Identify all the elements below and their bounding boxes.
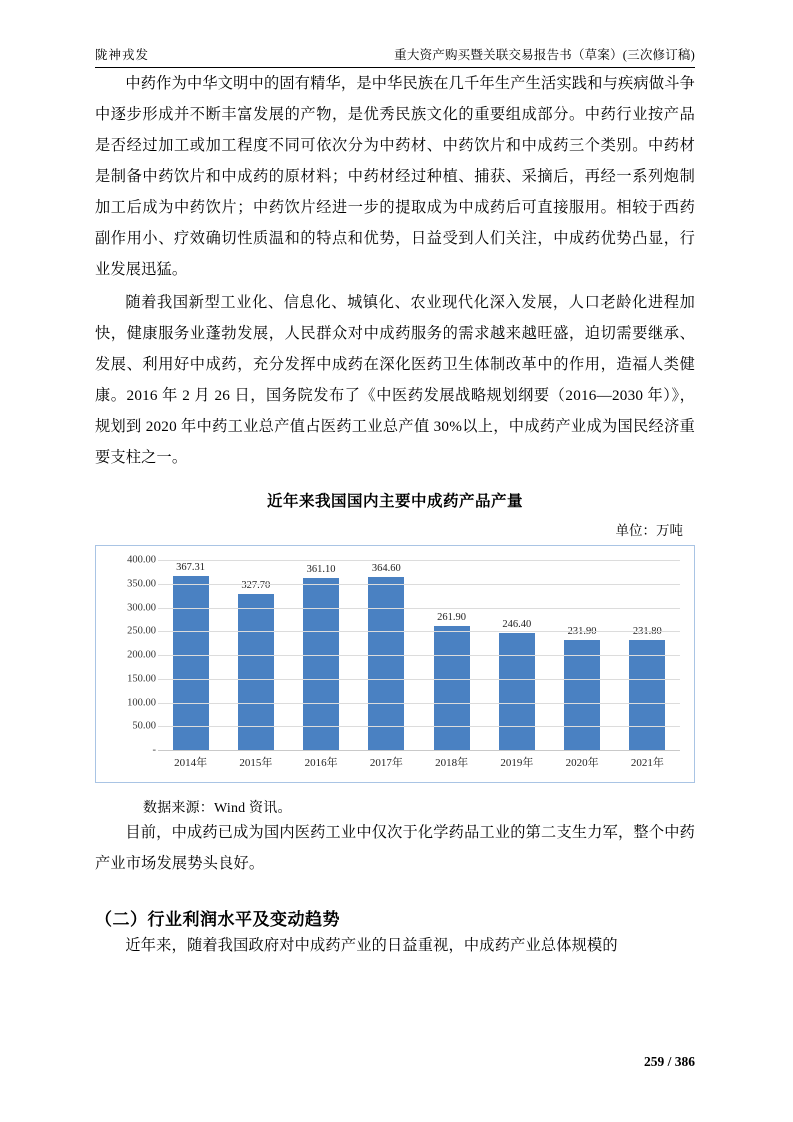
y-tick-label: 350.00 <box>127 578 156 590</box>
bar-chart <box>95 545 695 783</box>
chart-block <box>95 489 695 817</box>
chart-plot-area <box>96 546 694 782</box>
chart-unit-label: 单位：万吨 <box>615 523 683 538</box>
x-tick-label: 2016年 <box>304 757 338 769</box>
page-content <box>95 45 695 963</box>
bar-value-label: 367.31 <box>176 561 206 573</box>
x-axis-tick-labels <box>158 754 680 774</box>
paragraph-2: 随着我国新型工业化、信息化、城镇化、农业现代化深入发展，人口老龄化进程加快，健康服务业蓬勃发展，人民群众对中成药服务的需求越来越旺盛，迫切需要继承、发展、利用好中成药，充分发挥中成药在深化医药卫生体制改革中的作用，造福人类健康。2016 年 2 月 26 日，国务院发布了《中医药发展战略规划纲要（2016—2030 年）》，规划到 2020 年中药工业总产值占医药工业总产值 30%以上，中成药产业成为国民经济重要支柱之一。 <box>95 294 695 466</box>
gridline <box>158 584 680 585</box>
x-tick-label: 2019年 <box>500 757 534 769</box>
paragraph-1: 中药作为中华文明中的固有精华，是中华民族在几千年生产生活实践和与疾病做斗争中逐步形成并不断丰富发展的产物，是优秀民族文化的重要组成部分。中药行业按产品是否经过加工或加工程度不同可依次分为中药材、中药饮片和中成药三个类别。中药材是制备中药饮片和中成药的原材料；中药材经过种植、捕获、采摘后，再经一系列炮制加工后成为中药饮片；中药饮片经进一步的提取成为中成药后可直接服用。相较于西药副作用小、疗效确切性质温和的特点和优势，日益受到人们关注，中成药优势凸显，行业发展迅猛。 <box>95 75 695 278</box>
gridline <box>158 726 680 727</box>
x-tick-label: 2014年 <box>174 757 208 769</box>
header-company-name: 陇神戎发 <box>95 48 150 62</box>
y-tick-label: 200.00 <box>127 649 156 661</box>
gridline <box>158 560 680 561</box>
y-tick-label: 50.00 <box>132 720 156 732</box>
document-header <box>95 45 695 68</box>
y-tick-label: 300.00 <box>127 602 156 613</box>
bar-value-label: 231.90 <box>567 625 597 637</box>
y-tick-label: 400.00 <box>127 554 156 566</box>
bar <box>368 577 404 750</box>
bar <box>434 626 470 750</box>
x-tick-label: 2015年 <box>239 757 273 769</box>
y-tick-label: 150.00 <box>127 673 156 685</box>
paragraph-4: 近年来，随着我国政府对中成药产业的日益重视，中成药产业总体规模的 <box>125 937 618 954</box>
gridline <box>158 655 680 656</box>
y-tick-label: 100.00 <box>127 697 156 708</box>
bar-value-label: 231.80 <box>632 625 662 637</box>
bar-value-label: 246.40 <box>502 618 532 630</box>
bar <box>173 576 209 750</box>
x-tick-label: 2021年 <box>630 757 664 769</box>
bar <box>499 633 535 750</box>
y-axis-tick-labels <box>102 554 156 756</box>
y-tick-label: 250.00 <box>127 625 156 637</box>
gridline <box>158 631 680 632</box>
page-number: 259 / 386 <box>643 1054 695 1069</box>
section-heading: （二）行业利润水平及变动趋势 <box>95 910 340 929</box>
bar <box>564 640 600 750</box>
paragraph-3: 目前，中成药已成为国内医药工业中仅次于化学药品工业的第二支生力军，整个中药产业市场发展势头良好。 <box>95 824 695 872</box>
x-tick-label: 2020年 <box>565 757 599 769</box>
gridline <box>158 608 680 609</box>
x-tick-label: 2017年 <box>369 757 403 769</box>
y-tick-label: - <box>152 744 156 756</box>
chart-title: 近年来我国国内主要中成药产品产量 <box>266 493 523 510</box>
header-document-title: 重大资产购买暨关联交易报告书（草案）(三次修订稿) <box>394 48 695 62</box>
bar <box>303 578 339 750</box>
gridline <box>158 679 680 680</box>
bar-value-label: 327.70 <box>241 580 271 592</box>
bar <box>629 640 665 750</box>
gridline <box>158 703 680 704</box>
bar-value-label: 261.90 <box>437 611 467 623</box>
chart-grid-area <box>158 560 680 751</box>
bar-value-label: 361.10 <box>306 564 336 576</box>
chart-source-note: 数据来源：Wind 资讯。 <box>143 801 292 816</box>
bar-value-label: 364.60 <box>371 562 401 574</box>
x-tick-label: 2018年 <box>435 757 469 769</box>
